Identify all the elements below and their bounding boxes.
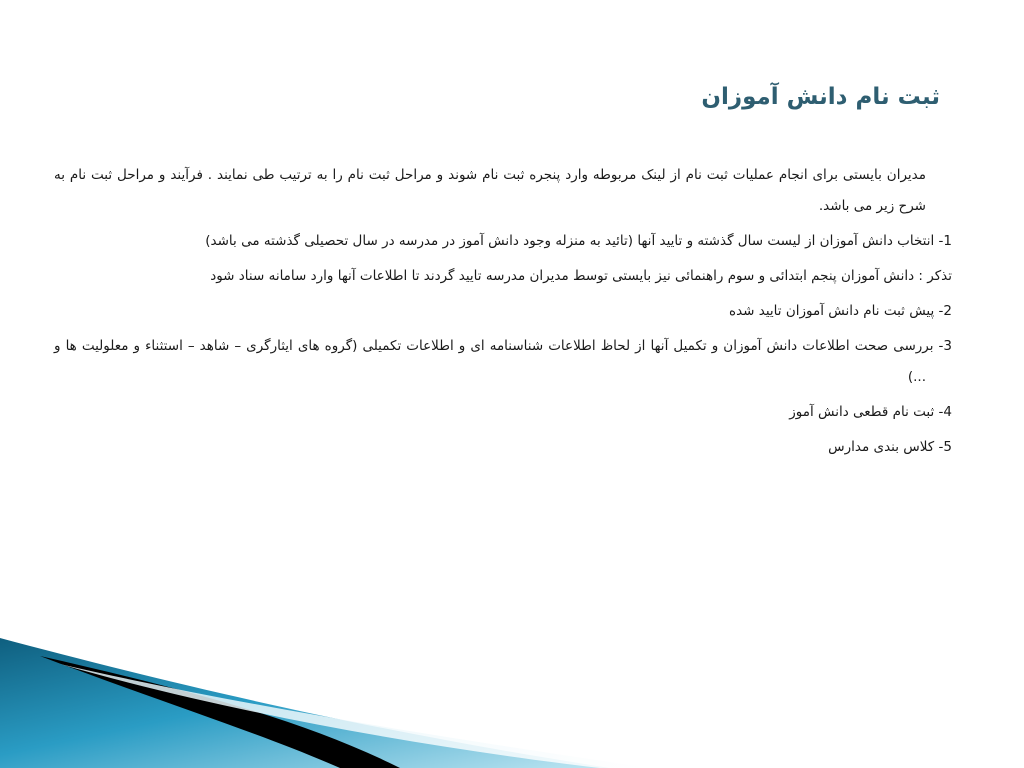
step-4: 4- ثبت نام قطعی دانش آموز <box>789 404 952 420</box>
note-paragraph: تذکر : دانش آموزان پنجم ابتدائی و سوم راهنمائی نیز بایستی توسط مدیران مدرسه تایید گردند تا اطلاعات آنها وارد سامانه سناد شود <box>210 268 952 284</box>
step-3: 3- بررسی صحت اطلاعات دانش آموزان و تکمیل آنها از لحاظ اطلاعات شناسنامه ای و اطلاعات تکمیلی (گروه های ایثارگری – شاهد – استثناء و معلولیت ها و ...) <box>54 338 952 385</box>
decorative-swoosh <box>0 638 1024 768</box>
step-5: 5- کلاس بندی مدارس <box>828 439 952 455</box>
slide-title: ثبت نام دانش آموزان <box>701 84 940 110</box>
step-2: 2- پیش ثبت نام دانش آموزان تایید شده <box>729 303 952 319</box>
step-1: 1- انتخاب دانش آموزان از لیست سال گذشته و تایید آنها (تائید به منزله وجود دانش آموز در مدرسه در سال تحصیلی گذشته می باشد) <box>205 233 952 249</box>
intro-paragraph: مدیران بایستی برای انجام عملیات ثبت نام از لینک مربوطه وارد پنجره ثبت نام شوند و مراحل ثبت نام را به ترتیب طی نمایند . فرآیند و مراحل ثبت نام به شرح زیر می باشد. <box>54 167 926 214</box>
slide-body <box>54 160 952 467</box>
